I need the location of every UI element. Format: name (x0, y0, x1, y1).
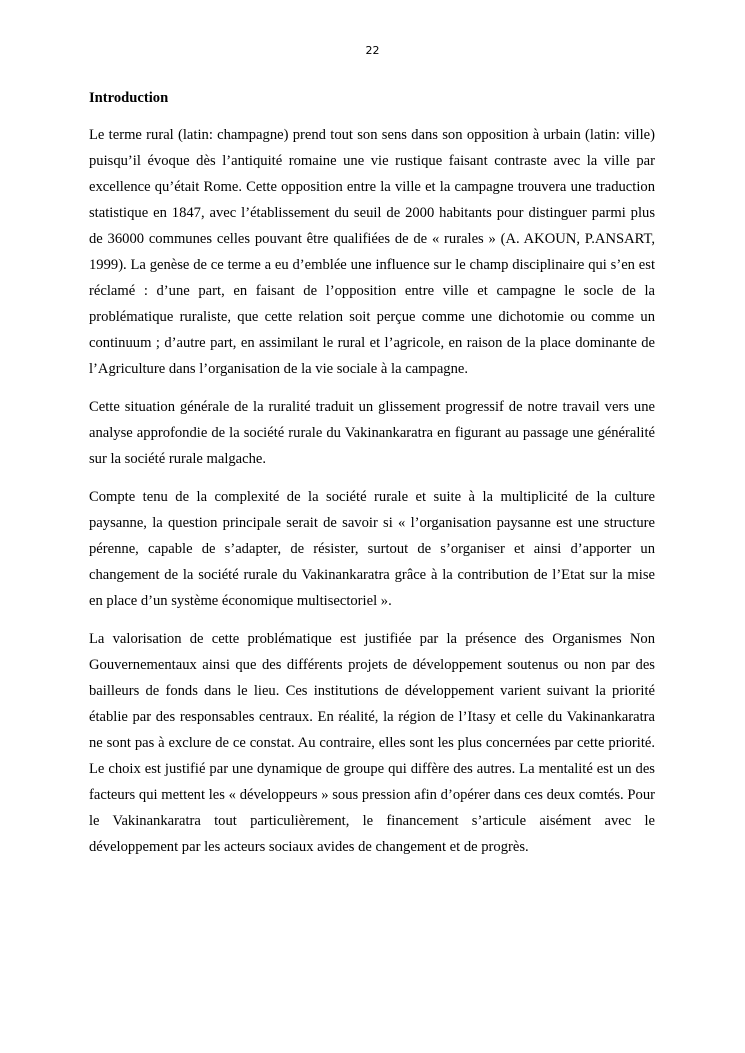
paragraph-3: Compte tenu de la complexité de la société rurale et suite à la multiplicité de la culture paysanne, la question principale serait de savoir si « l’organisation paysanne est une structure pérenne, capable de s’adapter, de résister, surtout de s’organiser et ainsi d’apporter un changement de la société rurale du Vakinankaratra grâce à la contribution de l’Etat sur la mise en place d’un système économique multisectoriel ». (89, 489, 655, 609)
paragraph-2: Cette situation générale de la ruralité traduit un glissement progressif de notre travail vers une analyse approfondie de la société rurale du Vakinankaratra en figurant au passage une généralité sur la société rurale malgache. (89, 399, 655, 467)
paragraph-1: Le terme rural (latin: champagne) prend tout son sens dans son opposition à urbain (latin: ville) puisqu’il évoque dès l’antiquité romaine une vie rustique faisant contraste avec la ville par excellence qu’était Rome. Cette opposition entre la ville et la campagne trouvera une traduction statistique en 1847, avec l’établissement du seuil de 2000 habitants pour distinguer parmi plus de 36000 communes celles pouvant être qualifiées de de « rurales » (A. AKOUN, P.ANSART, 1999). La genèse de ce terme a eu d’emblée une influence sur le champ disciplinaire qui s’en est réclamé : d’une part, en faisant de l’opposition entre ville et campagne le socle de la problématique ruraliste, que cette relation soit perçue comme une dichotomie ou comme un continuum ; d’autre part, en assimilant le rural et l’agricole, en raison de la place dominante de l’Agriculture dans l’organisation de la vie sociale à la campagne. (89, 127, 655, 377)
section-heading: Introduction (89, 90, 169, 106)
document-body (89, 86, 655, 872)
page-number: 22 (365, 44, 380, 57)
paragraph-4: La valorisation de cette problématique est justifiée par la présence des Organismes Non Gouvernementaux ainsi que des différents projets de développement soutenus ou non par des bailleurs de fonds dans le lieu. Ces institutions de développement varient suivant la priorité établie par des responsables centraux. En réalité, la région de l’Itasy et celle du Vakinankaratra ne sont pas à exclure de ce constat. Au contraire, elles sont les plus concernées par cette priorité. Le choix est justifié par une dynamique de groupe qui diffère des autres. La mentalité est un des facteurs qui mettent les « développeurs » sous pression afin d’opérer dans ces deux comtés. Pour le Vakinankaratra tout particulièrement, le financement s’articule aisément avec le développement par les acteurs sociaux avides de changement et de progrès. (89, 631, 655, 855)
